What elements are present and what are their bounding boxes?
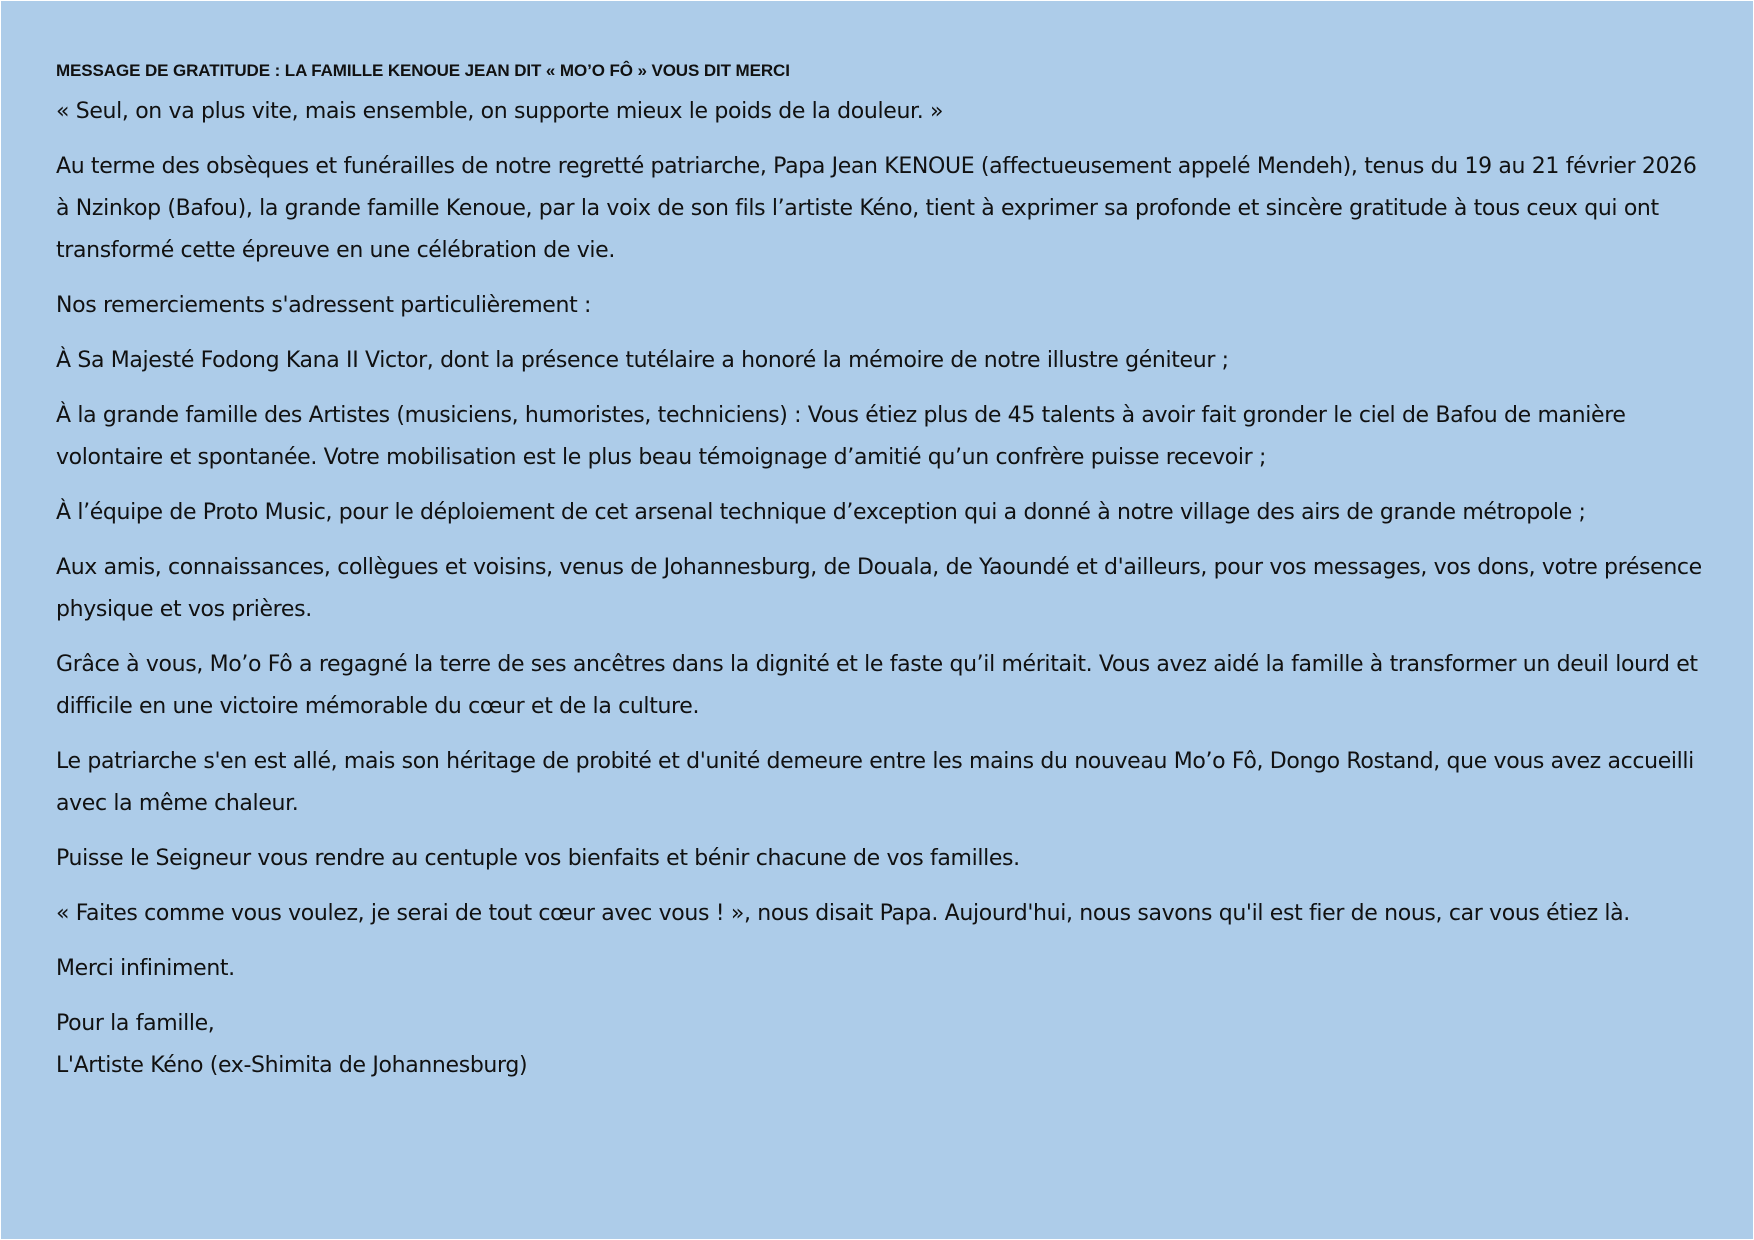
closing-quote-paragraph: « Faites comme vous voulez, je serai de tout cœur avec vous ! », nous disait Papa. Aujourd'hui, nous savons qu'il est fier de nous, car vous étiez là. bbox=[56, 901, 1630, 926]
blessing-paragraph: Puisse le Seigneur vous rendre au centuple vos bienfaits et bénir chacune de vos familles. bbox=[56, 846, 1020, 871]
thanks-item-majesty: À Sa Majesté Fodong Kana II Victor, dont la présence tutélaire a honoré la mémoire de notre illustre géniteur ; bbox=[56, 348, 1229, 373]
opening-quote: « Seul, on va plus vite, mais ensemble, on supporte mieux le poids de la douleur. » bbox=[56, 99, 944, 124]
thank-you-line: Merci infiniment. bbox=[56, 956, 235, 981]
gratitude-paragraph: Grâce à vous, Mo’o Fô a regagné la terre de ses ancêtres dans la dignité et le faste qu’il méritait. Vous avez aidé la famille à transformer un deuil lourd et difficile en une victoire mémorable du cœur et de la culture. bbox=[56, 652, 1698, 719]
message-panel bbox=[1, 1, 1753, 1239]
signature-block bbox=[56, 1003, 1706, 1087]
signature-line-artist: L'Artiste Kéno (ex-Shimita de Johannesburg) bbox=[56, 1053, 528, 1078]
thanks-item-proto-music: À l’équipe de Proto Music, pour le déploiement de cet arsenal technique d’exception qui a donné à notre village des airs de grande métropole ; bbox=[56, 500, 1586, 525]
message-content bbox=[56, 57, 1706, 1087]
thanks-item-friends: Aux amis, connaissances, collègues et voisins, venus de Johannesburg, de Douala, de Yaoundé et d'ailleurs, pour vos messages, vos dons, votre présence physique et vos prières. bbox=[56, 555, 1702, 622]
thanks-heading: Nos remerciements s'adressent particulièrement : bbox=[56, 293, 592, 318]
heritage-paragraph: Le patriarche s'en est allé, mais son héritage de probité et d'unité demeure entre les mains du nouveau Mo’o Fô, Dongo Rostand, que vous avez accueilli avec la même chaleur. bbox=[56, 749, 1694, 816]
intro-paragraph: Au terme des obsèques et funérailles de notre regretté patriarche, Papa Jean KENOUE (affectueusement appelé Mendeh), tenus du 19 au 21 février 2026 à Nzinkop (Bafou), la grande famille Kenoue, par la voix de son fils l’artiste Kéno, tient à exprimer sa profonde et sincère gratitude à tous ceux qui ont transformé cette épreuve en une célébration de vie. bbox=[56, 154, 1697, 263]
message-title: MESSAGE DE GRATITUDE : LA FAMILLE KENOUE JEAN DIT « MO’O FÔ » VOUS DIT MERCI bbox=[56, 61, 790, 80]
thanks-item-artists: À la grande famille des Artistes (musiciens, humoristes, techniciens) : Vous étiez plus de 45 talents à avoir fait gronder le ciel de Bafou de manière volontaire et spontanée. Votre mobilisation est le plus beau témoignage d’amitié qu’un confrère puisse recevoir ; bbox=[56, 403, 1626, 470]
signature-line-family: Pour la famille, bbox=[56, 1011, 215, 1036]
